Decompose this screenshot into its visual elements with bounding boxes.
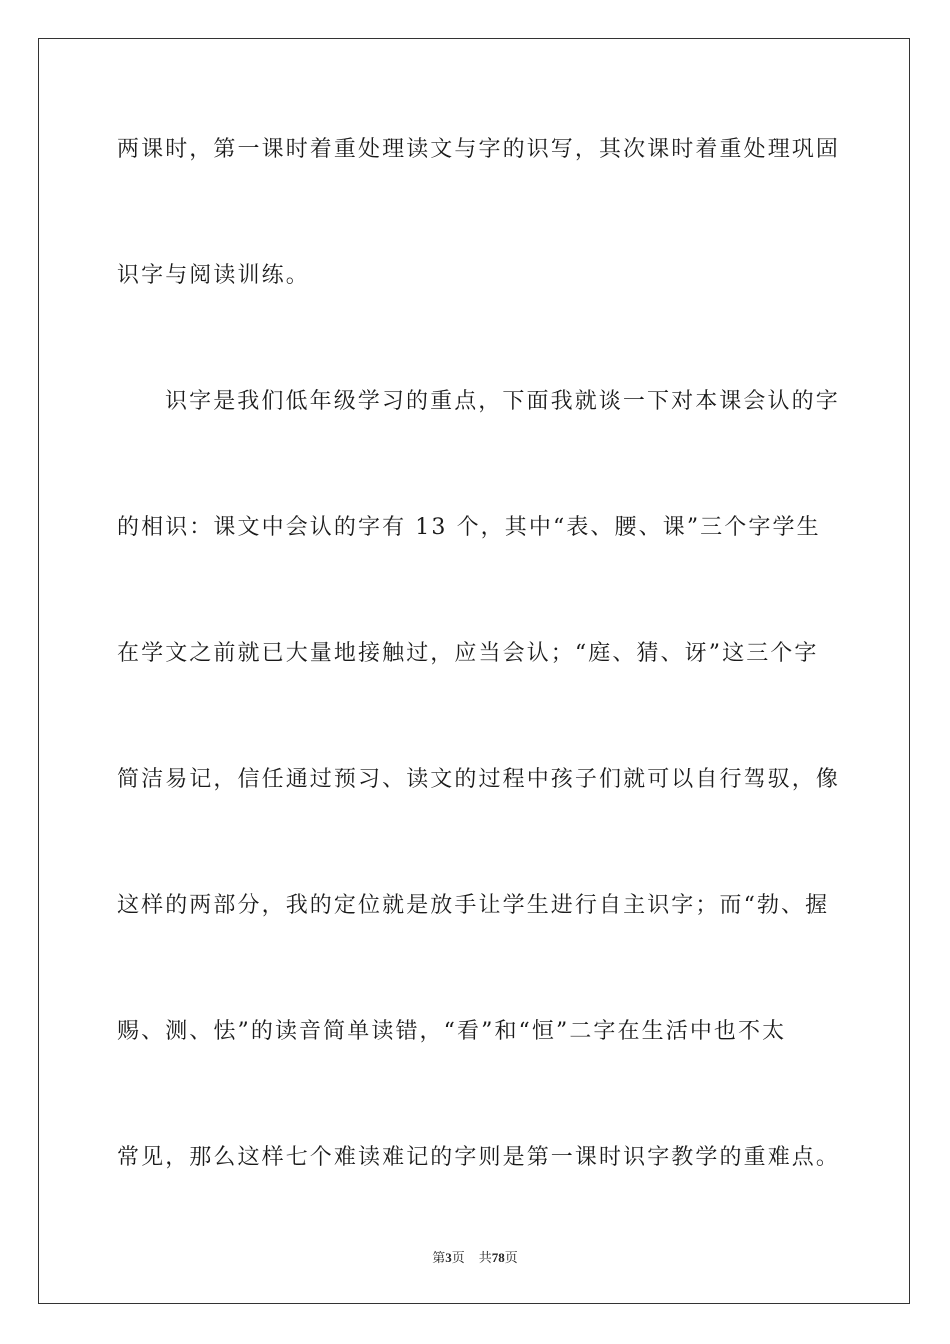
- page-suffix: 页: [451, 1251, 465, 1266]
- total-pages: 78: [491, 1250, 505, 1265]
- text-line: 识字与阅读训练。: [117, 263, 310, 288]
- page-footer: [0, 1247, 950, 1266]
- text-line: 两课时，第一课时着重处理读文与字的识写，其次课时着重处理巩固: [117, 137, 841, 162]
- total-prefix: 共: [478, 1251, 492, 1266]
- page-number: 3: [445, 1250, 452, 1265]
- text-line: 常见，那么这样七个难读难记的字则是第一课时识字教学的重难点。: [117, 1145, 841, 1170]
- document-body: [117, 125, 841, 1259]
- text-line: 这样的两部分，我的定位就是放手让学生进行自主识字；而“勃、握: [117, 893, 830, 918]
- text-line: 的相识：课文中会认的字有 13 个，其中“表、腰、课”三个字学生: [117, 515, 821, 540]
- text-line: 赐、测、怯”的读音简单读错，“看”和“恒”二字在生活中也不太: [117, 1019, 787, 1044]
- text-line: 在学文之前就已大量地接触过，应当会认；“庭、猜、讶”这三个字: [117, 641, 819, 666]
- text-line: 简洁易记，信任通过预习、读文的过程中孩子们就可以自行驾驭，像: [117, 767, 841, 792]
- page-prefix: 第: [432, 1251, 446, 1266]
- paragraph-start-line: 识字是我们低年级学习的重点，下面我就谈一下对本课会认的字: [165, 389, 840, 414]
- total-suffix: 页: [504, 1251, 518, 1266]
